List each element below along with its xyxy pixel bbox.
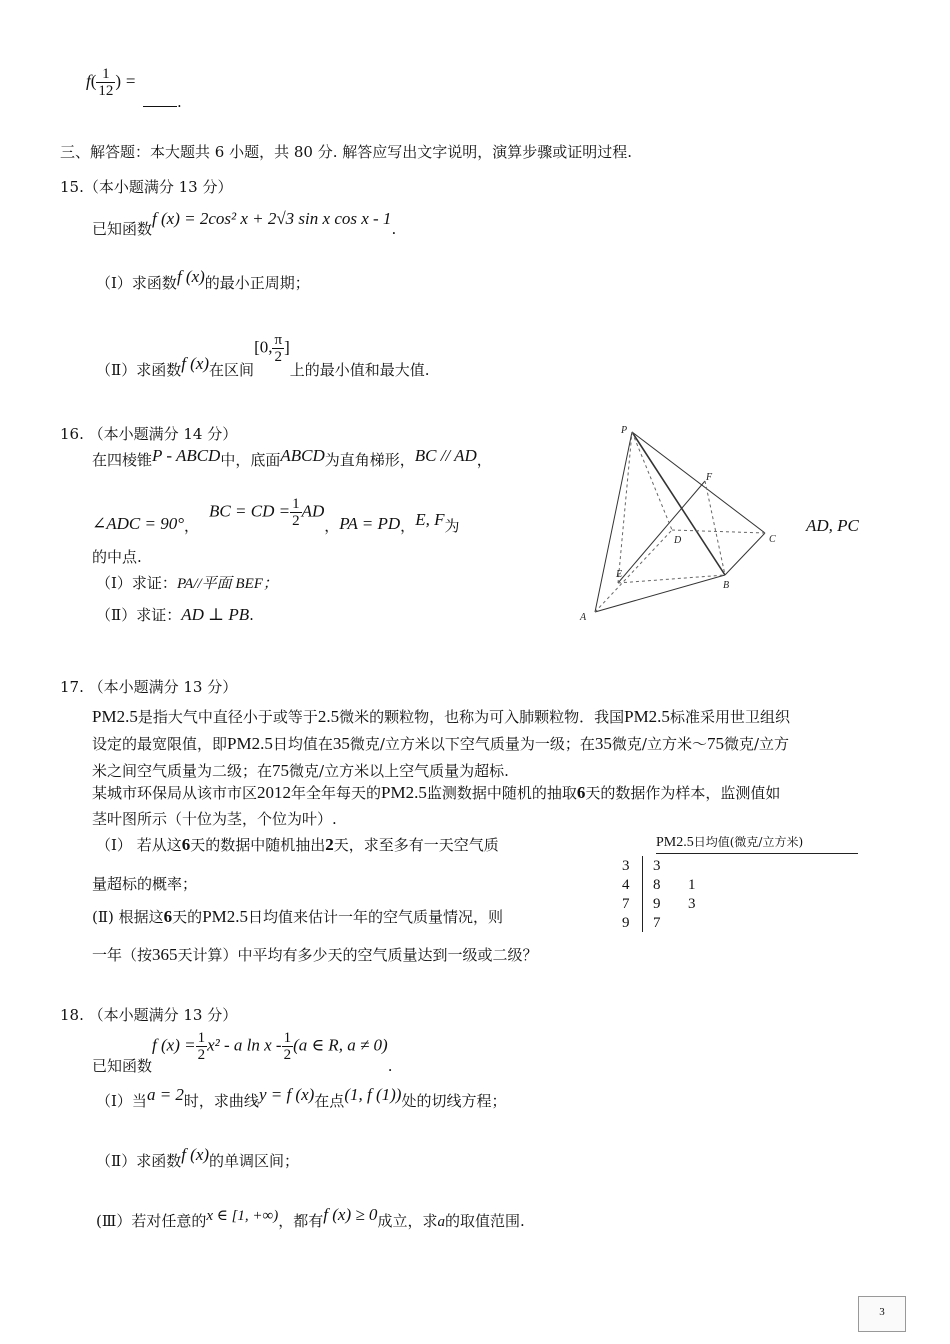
q16-l1a: 在四棱锥 (92, 451, 153, 469)
q16-header: 16. （本小题满分 14 分） (60, 425, 238, 443)
q17-p1e: 天，求至多有一天空气质 (333, 836, 499, 854)
edge-AD (595, 530, 672, 612)
q16-p2-end: . (249, 606, 254, 624)
q15-p2-mid: 在区间 (209, 360, 255, 379)
q18-p3d: f (x) ≥ 0 (323, 1205, 378, 1224)
q14-frac-den: 12 (98, 83, 114, 99)
q14-func: f (86, 71, 91, 91)
label-B: B (723, 580, 730, 591)
stem-row-0-leaf-0: 3 (653, 858, 661, 874)
q16-comma1: ， (184, 516, 200, 535)
q17-l2j: 微克/立方 (724, 735, 790, 753)
q16-eq-den: 2 (292, 513, 300, 529)
q14-answer-line: f( $\frac{1}{12}$ ) = (86, 66, 136, 99)
q17-l2f: 35 (594, 734, 612, 753)
q17-p2f: 一年（按 (92, 946, 153, 964)
q17-p2h: 天计算）中平均有多少天的空气质量达到一级或二级？ (177, 946, 538, 964)
section3-heading: 三、解答题：本大题共 6 小题，共 80 分. 解答应写出文字说明，演算步骤或证明过程. (60, 143, 633, 161)
q15-p2-prefix: （Ⅱ）求函数 (96, 360, 182, 379)
q17-header: 17. （本小题满分 13 分） (60, 678, 238, 696)
q18-p1g: 处的切线方程； (401, 1092, 507, 1110)
q16-eq-lhs: BC = CD = (209, 501, 291, 521)
q16-ef: E, F (415, 509, 445, 529)
q17-line5: 茎叶图所示（十位为茎，个位为叶）. (92, 810, 337, 828)
q17-l2h: ～ (691, 735, 707, 753)
q17-l2b: PM2.5 (227, 734, 273, 753)
q18-p1f: (1, f (1)) (344, 1085, 402, 1104)
label-P: P (621, 425, 628, 436)
q17-p2d: PM2.5 (202, 907, 249, 926)
edge-EB (618, 575, 725, 583)
q17-l2i: 75 (707, 734, 724, 753)
q18-p1e: 在点 (314, 1092, 345, 1110)
q18-p3g: 的取值范围. (444, 1212, 525, 1230)
stem-row-3-stem: 9 (622, 915, 630, 931)
q15-p1-fx: f (x) (176, 267, 205, 286)
q17-l4f: 6 (576, 783, 586, 802)
q17-p1a: （Ⅰ） 若从这 (96, 836, 182, 854)
q16-part2 (96, 604, 254, 625)
q17-line1 (92, 706, 790, 727)
q17-part2 (92, 906, 503, 927)
stem-row-1-leaf-0: 8 (653, 877, 661, 893)
stem-row-2-leaf-1: 3 (688, 896, 696, 912)
q16-angle: ∠ADC = 90° (92, 513, 185, 533)
q16-line3: 的中点. (92, 548, 142, 566)
table-title-b: 日均值(微克/立方米) (693, 835, 804, 849)
q16-pyramid: P - ABCD (152, 446, 221, 465)
q18-p1d: y = f (x) (258, 1085, 315, 1104)
q18-frac2-num: 1 (283, 1030, 292, 1046)
q17-l1c: 2.5 (317, 707, 340, 726)
q16-l1b: 中，底面 (220, 451, 281, 469)
q17-p2a: (Ⅱ) 根据这 (92, 908, 164, 926)
q18-p2a: （Ⅱ）求函数 (96, 1152, 182, 1170)
q17-p1b: 6 (181, 835, 191, 854)
q15-part2 (96, 332, 430, 379)
q18-p1b: a = 2 (146, 1085, 184, 1104)
q17-l1d: 微米的颗粒物，也称为可入肺颗粒物．我国 (339, 708, 625, 726)
q15-p1-prefix: （Ⅰ）求函数 (96, 274, 177, 292)
q17-p1d: 2 (325, 835, 334, 854)
q16-p2-prefix: （Ⅱ）求证： (96, 606, 182, 624)
q18-p3b: x ∈ [1, +∞) (206, 1208, 279, 1224)
q16-l1d: ， (476, 451, 492, 469)
q16-comma3: ， (400, 516, 416, 535)
q16-p2-stmt: AD ⊥ PB (181, 605, 250, 624)
edge-EF (618, 481, 705, 583)
q16-eq-num: 1 (292, 496, 300, 512)
q18-part2 (96, 1144, 300, 1170)
q17-part1 (96, 834, 499, 855)
q18-frac1-num: 1 (197, 1030, 206, 1046)
label-A: A (580, 612, 587, 623)
q17-l3c: 微克/立方米以上空气质量为超标. (289, 762, 509, 780)
q18-p1c: 时，求曲线 (183, 1092, 259, 1110)
edge-PC (632, 432, 765, 533)
table-title-a: PM2.5 (656, 835, 694, 850)
label-E: E (616, 569, 623, 580)
q16-p1-prefix: （Ⅰ）求证： (96, 574, 177, 592)
q17-part2-cont (92, 944, 538, 965)
q14-answer-blank[interactable] (143, 92, 177, 107)
q17-l1e: PM2.5 (624, 707, 670, 726)
q16-base: ABCD (280, 446, 325, 465)
q17-p2e: 日均值来估计一年的空气质量情况，则 (248, 908, 504, 926)
q18-end: . (387, 1056, 393, 1075)
q18-f-cond: (a ∈ R, a ≠ 0) (293, 1035, 388, 1055)
q16-p1-stmt: PA//平面 BEF； (176, 576, 278, 592)
q15-part1 (96, 266, 310, 292)
q15-interval-right: ] (284, 337, 290, 357)
q18-header: 18. （本小题满分 13 分） (60, 1006, 238, 1024)
q17-line4 (92, 782, 780, 803)
q17-l2g: 微克/立方米 (611, 735, 692, 753)
q17-l3b: 75 (272, 761, 290, 780)
edge-PB (632, 432, 725, 575)
q17-l2d: 35 (332, 734, 350, 753)
q17-l2e: 微克/立方米以下空气质量为一级；在 (349, 735, 595, 753)
q17-l4d: PM2.5 (381, 783, 427, 802)
page-number-box (858, 1296, 906, 1332)
q17-l2c: 日均值在 (272, 735, 333, 753)
q17-l4c: 年全年每天的 (291, 784, 382, 802)
q15-header: 15.（本小题满分 13 分） (60, 178, 233, 196)
q14-eq: = (125, 71, 136, 91)
q15-intro: 已知函数 (92, 220, 153, 238)
stem-row-1-stem: 4 (622, 877, 630, 893)
q16-pyramid-figure (570, 420, 800, 630)
q18-p2b: f (x) (181, 1145, 210, 1164)
q17-part1-cont: 量超标的概率； (92, 875, 198, 893)
q18-frac2 (282, 1030, 294, 1063)
q18-f-mid: x² - a ln x - (207, 1035, 282, 1055)
stem-row-3-leaf-0: 7 (653, 915, 661, 931)
q18-p3c: ，都有 (278, 1212, 324, 1230)
q18-p3a: (Ⅲ）若对任意的 (96, 1212, 207, 1230)
q17-l4e: 监测数据中随机的抽取 (426, 784, 577, 802)
q16-ad-pc: AD, PC (806, 516, 859, 535)
q17-p2c: 天的 (172, 908, 203, 926)
stem-row-1-leaf-1: 1 (688, 877, 696, 893)
q18-p1a: （Ⅰ）当 (96, 1092, 147, 1110)
q15-interval-left: [0, (254, 337, 273, 357)
q16-line2 (92, 496, 460, 535)
q18-frac2-den: 2 (283, 1047, 292, 1063)
q16-comma2: ， (324, 516, 340, 535)
q18-intro-line (92, 1030, 393, 1075)
q16-parallel: BC // AD (414, 446, 477, 465)
q16-eq-frac (290, 496, 302, 529)
q17-line3 (92, 760, 509, 781)
q17-line2 (92, 733, 789, 754)
label-C: C (769, 534, 776, 545)
q15-interval-num: π (274, 332, 283, 348)
q18-part3 (96, 1204, 525, 1230)
q18-part1 (96, 1084, 507, 1110)
q17-l1b: 是指大气中直径小于或等于 (137, 708, 318, 726)
edge-AB (595, 575, 725, 612)
q15-interval-frac (272, 332, 284, 365)
q17-l1a: PM2.5 (92, 707, 138, 726)
stem-row-2-stem: 7 (622, 896, 630, 912)
q17-p2g: 365 (152, 945, 178, 964)
q15-interval-den: 2 (274, 349, 283, 365)
q15-p2-fx: f (x) (181, 353, 210, 373)
q18-intro: 已知函数 (92, 1056, 153, 1075)
q17-l1f: 标准采用世卫组织 (669, 708, 790, 726)
q17-l4a: 某城市环保局从该市市区 (92, 784, 258, 802)
label-D: D (674, 535, 682, 546)
q17-l3a: 米之间空气质量为二级；在 (92, 762, 273, 780)
q18-p2c: 的单调区间； (209, 1152, 300, 1170)
q15-end: . (391, 220, 397, 238)
edge-BC (725, 533, 765, 575)
q15-p1-suffix: 的最小正周期； (204, 274, 310, 292)
q14-frac-num: 1 (96, 66, 115, 83)
label-F: F (706, 472, 713, 483)
q14-blank-line (143, 92, 182, 111)
q16-l1c: 为直角梯形， (324, 451, 415, 469)
q17-l4b: 2012 (257, 783, 292, 802)
q15-intro-line (92, 208, 397, 238)
page-number: 3 (879, 1306, 885, 1318)
edge-PA (595, 432, 632, 612)
q18-p3e: 成立，求 (377, 1212, 438, 1230)
stem-divider (642, 856, 643, 932)
q17-p1c: 天的数据中随机抽出 (190, 836, 326, 854)
stem-leaf-title (656, 832, 858, 854)
edge-DC (672, 530, 765, 533)
q17-p2b: 6 (163, 907, 173, 926)
q14-fraction (96, 66, 115, 99)
q16-part1 (96, 572, 278, 593)
q17-l4g: 天的数据作为样本，监测值如 (585, 784, 781, 802)
q16-pa-pd: PA = PD (339, 513, 401, 533)
q18-frac1-den: 2 (197, 1047, 206, 1063)
q15-p2-suffix: 上的最小值和最大值. (289, 360, 430, 379)
stem-row-0-stem: 3 (622, 858, 630, 874)
edge-PE (618, 432, 632, 583)
q16-eq-rhs: AD (301, 501, 325, 521)
q14-end: . (177, 93, 182, 111)
q15-formula: f (x) = 2cos² x + 2√3 sin x cos x - 1 (152, 209, 392, 228)
q16-line1 (92, 445, 492, 469)
stem-row-2-leaf-0: 9 (653, 896, 661, 912)
q17-l2a: 设定的最宽限值，即 (92, 735, 228, 753)
q18-frac1 (196, 1030, 208, 1063)
q18-f-lhs: f (x) = (152, 1035, 196, 1055)
q18-p3f: a (437, 1214, 445, 1230)
q16-wei: 为 (444, 516, 460, 535)
